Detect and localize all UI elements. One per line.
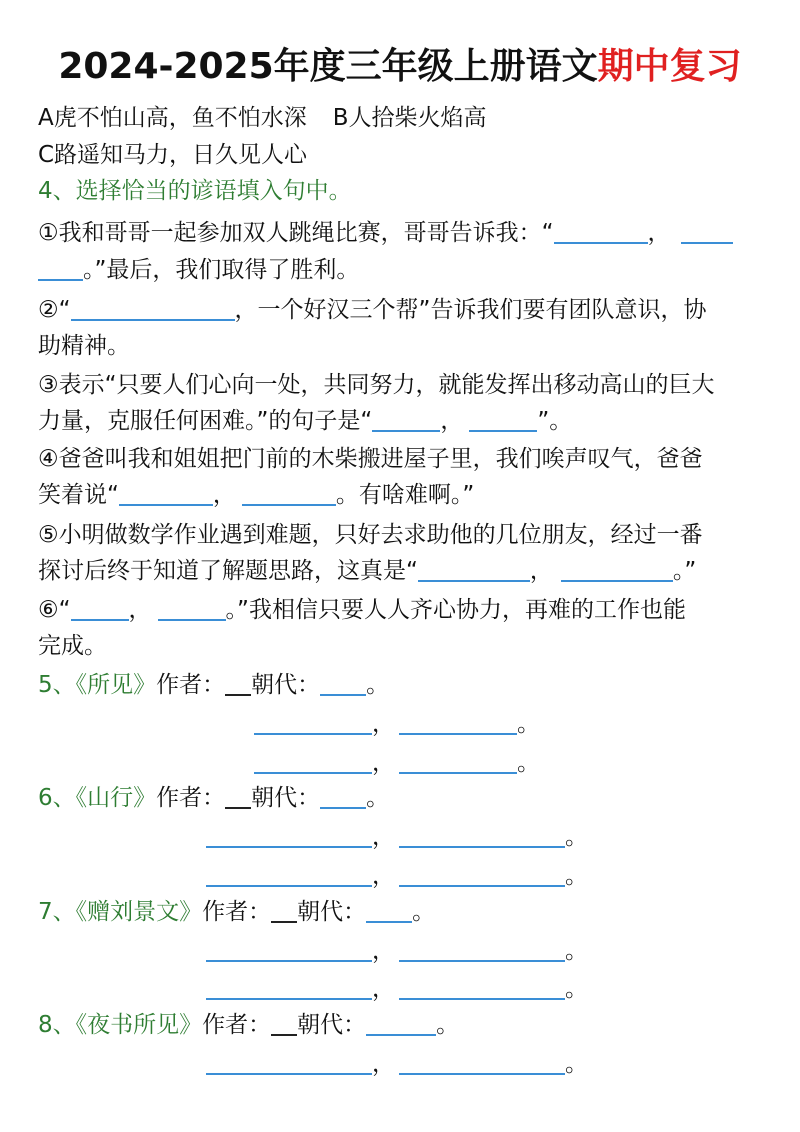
- comma: ，: [372, 711, 395, 737]
- q4-s3-end: ”。: [537, 408, 573, 434]
- dynasty-label: 朝代：: [297, 1012, 367, 1038]
- q4-sentence-4: ④爸爸叫我和姐姐把门前的木柴搬进屋子里，我们唉声叹气，爸爸: [38, 446, 703, 472]
- answer-blank[interactable]: [554, 218, 648, 244]
- q4-s3-text: 力量，克服任何困难。”的句子是“: [38, 408, 373, 434]
- q4-s4-text: 笑着说“: [38, 482, 119, 508]
- page-title: [0, 40, 800, 94]
- poem-blank[interactable]: [206, 974, 372, 1000]
- poem-item-8: [38, 1006, 768, 1044]
- answer-blank[interactable]: [158, 595, 226, 621]
- q4-sentence-5: ⑤小明做数学作业遇到难题，只好去求助他的几位朋友，经过一番: [38, 522, 703, 548]
- answer-blank[interactable]: [71, 595, 129, 621]
- comma: ，: [372, 750, 395, 776]
- dynasty-label: 朝代：: [297, 899, 367, 925]
- q4-s4-end: 。有啥难啊。”: [335, 482, 475, 508]
- dynasty-blank[interactable]: [320, 783, 366, 809]
- poem-blank[interactable]: [206, 1049, 372, 1075]
- option-c: C路遥知马力，日久见人心: [38, 142, 308, 168]
- comma: ，: [440, 408, 464, 434]
- poem-blank[interactable]: [399, 709, 517, 735]
- comma: ，: [647, 220, 671, 246]
- q4-sentence-3: ③表示“只要人们心向一处，共同努力，就能发挥出移动高山的巨大: [38, 372, 715, 398]
- q4-sentence-4-cont: [38, 476, 768, 514]
- option-b: B人拾柴火焰高: [332, 105, 487, 131]
- poem-number: 6、: [38, 785, 76, 811]
- comma: ，: [128, 597, 152, 623]
- comma: ，: [529, 558, 553, 584]
- poem-name: 《所见》: [75, 672, 157, 698]
- author-blank[interactable]: [225, 670, 251, 696]
- poem-5-line-1: [254, 705, 540, 743]
- title-highlight: 期中复习: [597, 46, 742, 87]
- title-main: 2024-2025年度三年级上册语文: [58, 46, 598, 87]
- poem-blank[interactable]: [399, 936, 565, 962]
- comma: ，: [372, 976, 395, 1002]
- poem-item-6: [38, 779, 768, 817]
- option-line-ab: [38, 99, 768, 137]
- dynasty-label: 朝代：: [251, 785, 321, 811]
- comma: ，: [372, 1051, 395, 1077]
- poem-blank[interactable]: [399, 1049, 565, 1075]
- q4-s6-start: ⑥“: [38, 597, 71, 623]
- poem-blank[interactable]: [206, 822, 372, 848]
- q4-sentence-6: [38, 591, 768, 629]
- poem-number: 5、: [38, 672, 76, 698]
- q4-sentence-1: [38, 214, 768, 252]
- author-label: 作者：: [156, 672, 226, 698]
- poem-8-line-1: [206, 1045, 588, 1083]
- q4-heading: 4、选择恰当的谚语填入句中。: [38, 178, 352, 204]
- answer-blank[interactable]: [418, 556, 530, 582]
- comma: ，: [372, 938, 395, 964]
- answer-blank[interactable]: [38, 255, 83, 281]
- comma: ，: [212, 482, 236, 508]
- answer-blank[interactable]: [469, 406, 537, 432]
- poem-blank[interactable]: [399, 822, 565, 848]
- poem-7-line-1: [206, 932, 588, 970]
- dynasty-blank[interactable]: [366, 1010, 436, 1036]
- q4-s2-start: ②“: [38, 297, 71, 323]
- period: 。: [412, 899, 436, 925]
- period: 。: [565, 824, 588, 850]
- poem-blank[interactable]: [254, 709, 372, 735]
- period: 。: [436, 1012, 460, 1038]
- poem-blank[interactable]: [399, 748, 517, 774]
- period: 。: [565, 1051, 588, 1077]
- poem-blank[interactable]: [254, 748, 372, 774]
- q4-s2-text: ，一个好汉三个帮”告诉我们要有团队意识，协: [234, 297, 707, 323]
- period: 。: [565, 976, 588, 1002]
- period: 。: [517, 750, 540, 776]
- q4-s5-end: 。”: [672, 558, 697, 584]
- poem-blank[interactable]: [399, 974, 565, 1000]
- answer-blank[interactable]: [681, 218, 733, 244]
- period: 。: [517, 711, 540, 737]
- poem-number: 8、: [38, 1012, 76, 1038]
- q4-sentence-2: [38, 291, 768, 329]
- period: 。: [565, 938, 588, 964]
- q4-s6-text: 。”我相信只要人人齐心协力，再难的工作也能: [225, 597, 686, 623]
- period: 。: [366, 672, 390, 698]
- poem-item-5: [38, 666, 768, 704]
- poem-number: 7、: [38, 899, 76, 925]
- poem-name: 《赠刘景文》: [75, 899, 203, 925]
- answer-blank[interactable]: [561, 556, 673, 582]
- period: 。: [366, 785, 390, 811]
- q4-s1-end: 。”最后，我们取得了胜利。: [83, 257, 360, 283]
- poem-item-7: [38, 893, 768, 931]
- comma: ，: [372, 863, 395, 889]
- answer-blank[interactable]: [71, 295, 235, 321]
- author-label: 作者：: [202, 1012, 272, 1038]
- poem-blank[interactable]: [399, 861, 565, 887]
- q4-sentence-2-cont: 助精神。: [38, 333, 130, 359]
- dynasty-label: 朝代：: [251, 672, 321, 698]
- poem-6-line-1: [206, 818, 588, 856]
- q4-sentence-1-cont: [38, 251, 768, 289]
- author-label: 作者：: [202, 899, 272, 925]
- poem-7-line-2: [206, 970, 588, 1008]
- q4-sentence-6-cont: 完成。: [38, 633, 107, 659]
- q4-s5-text: 探讨后终于知道了解题思路，这真是“: [38, 558, 418, 584]
- q4-sentence-3-cont: [38, 402, 768, 440]
- poem-5-line-2: [254, 744, 540, 782]
- poem-name: 《夜书所见》: [75, 1012, 203, 1038]
- dynasty-blank[interactable]: [366, 897, 412, 923]
- poem-6-line-2: [206, 857, 588, 895]
- poem-blank[interactable]: [206, 936, 372, 962]
- option-line-c: [38, 136, 768, 174]
- option-a: A虎不怕山高，鱼不怕水深: [38, 105, 307, 131]
- period: 。: [565, 863, 588, 889]
- author-blank[interactable]: [271, 1010, 297, 1036]
- comma: ，: [372, 824, 395, 850]
- q4-sentence-5-cont: [38, 552, 768, 590]
- q4-s1-text: ①我和哥哥一起参加双人跳绳比赛，哥哥告诉我：“: [38, 220, 554, 246]
- author-blank[interactable]: [271, 897, 297, 923]
- answer-blank[interactable]: [242, 480, 336, 506]
- author-blank[interactable]: [225, 783, 251, 809]
- author-label: 作者：: [156, 785, 226, 811]
- dynasty-blank[interactable]: [320, 670, 366, 696]
- answer-blank[interactable]: [372, 406, 440, 432]
- answer-blank[interactable]: [119, 480, 213, 506]
- poem-blank[interactable]: [206, 861, 372, 887]
- poem-name: 《山行》: [75, 785, 157, 811]
